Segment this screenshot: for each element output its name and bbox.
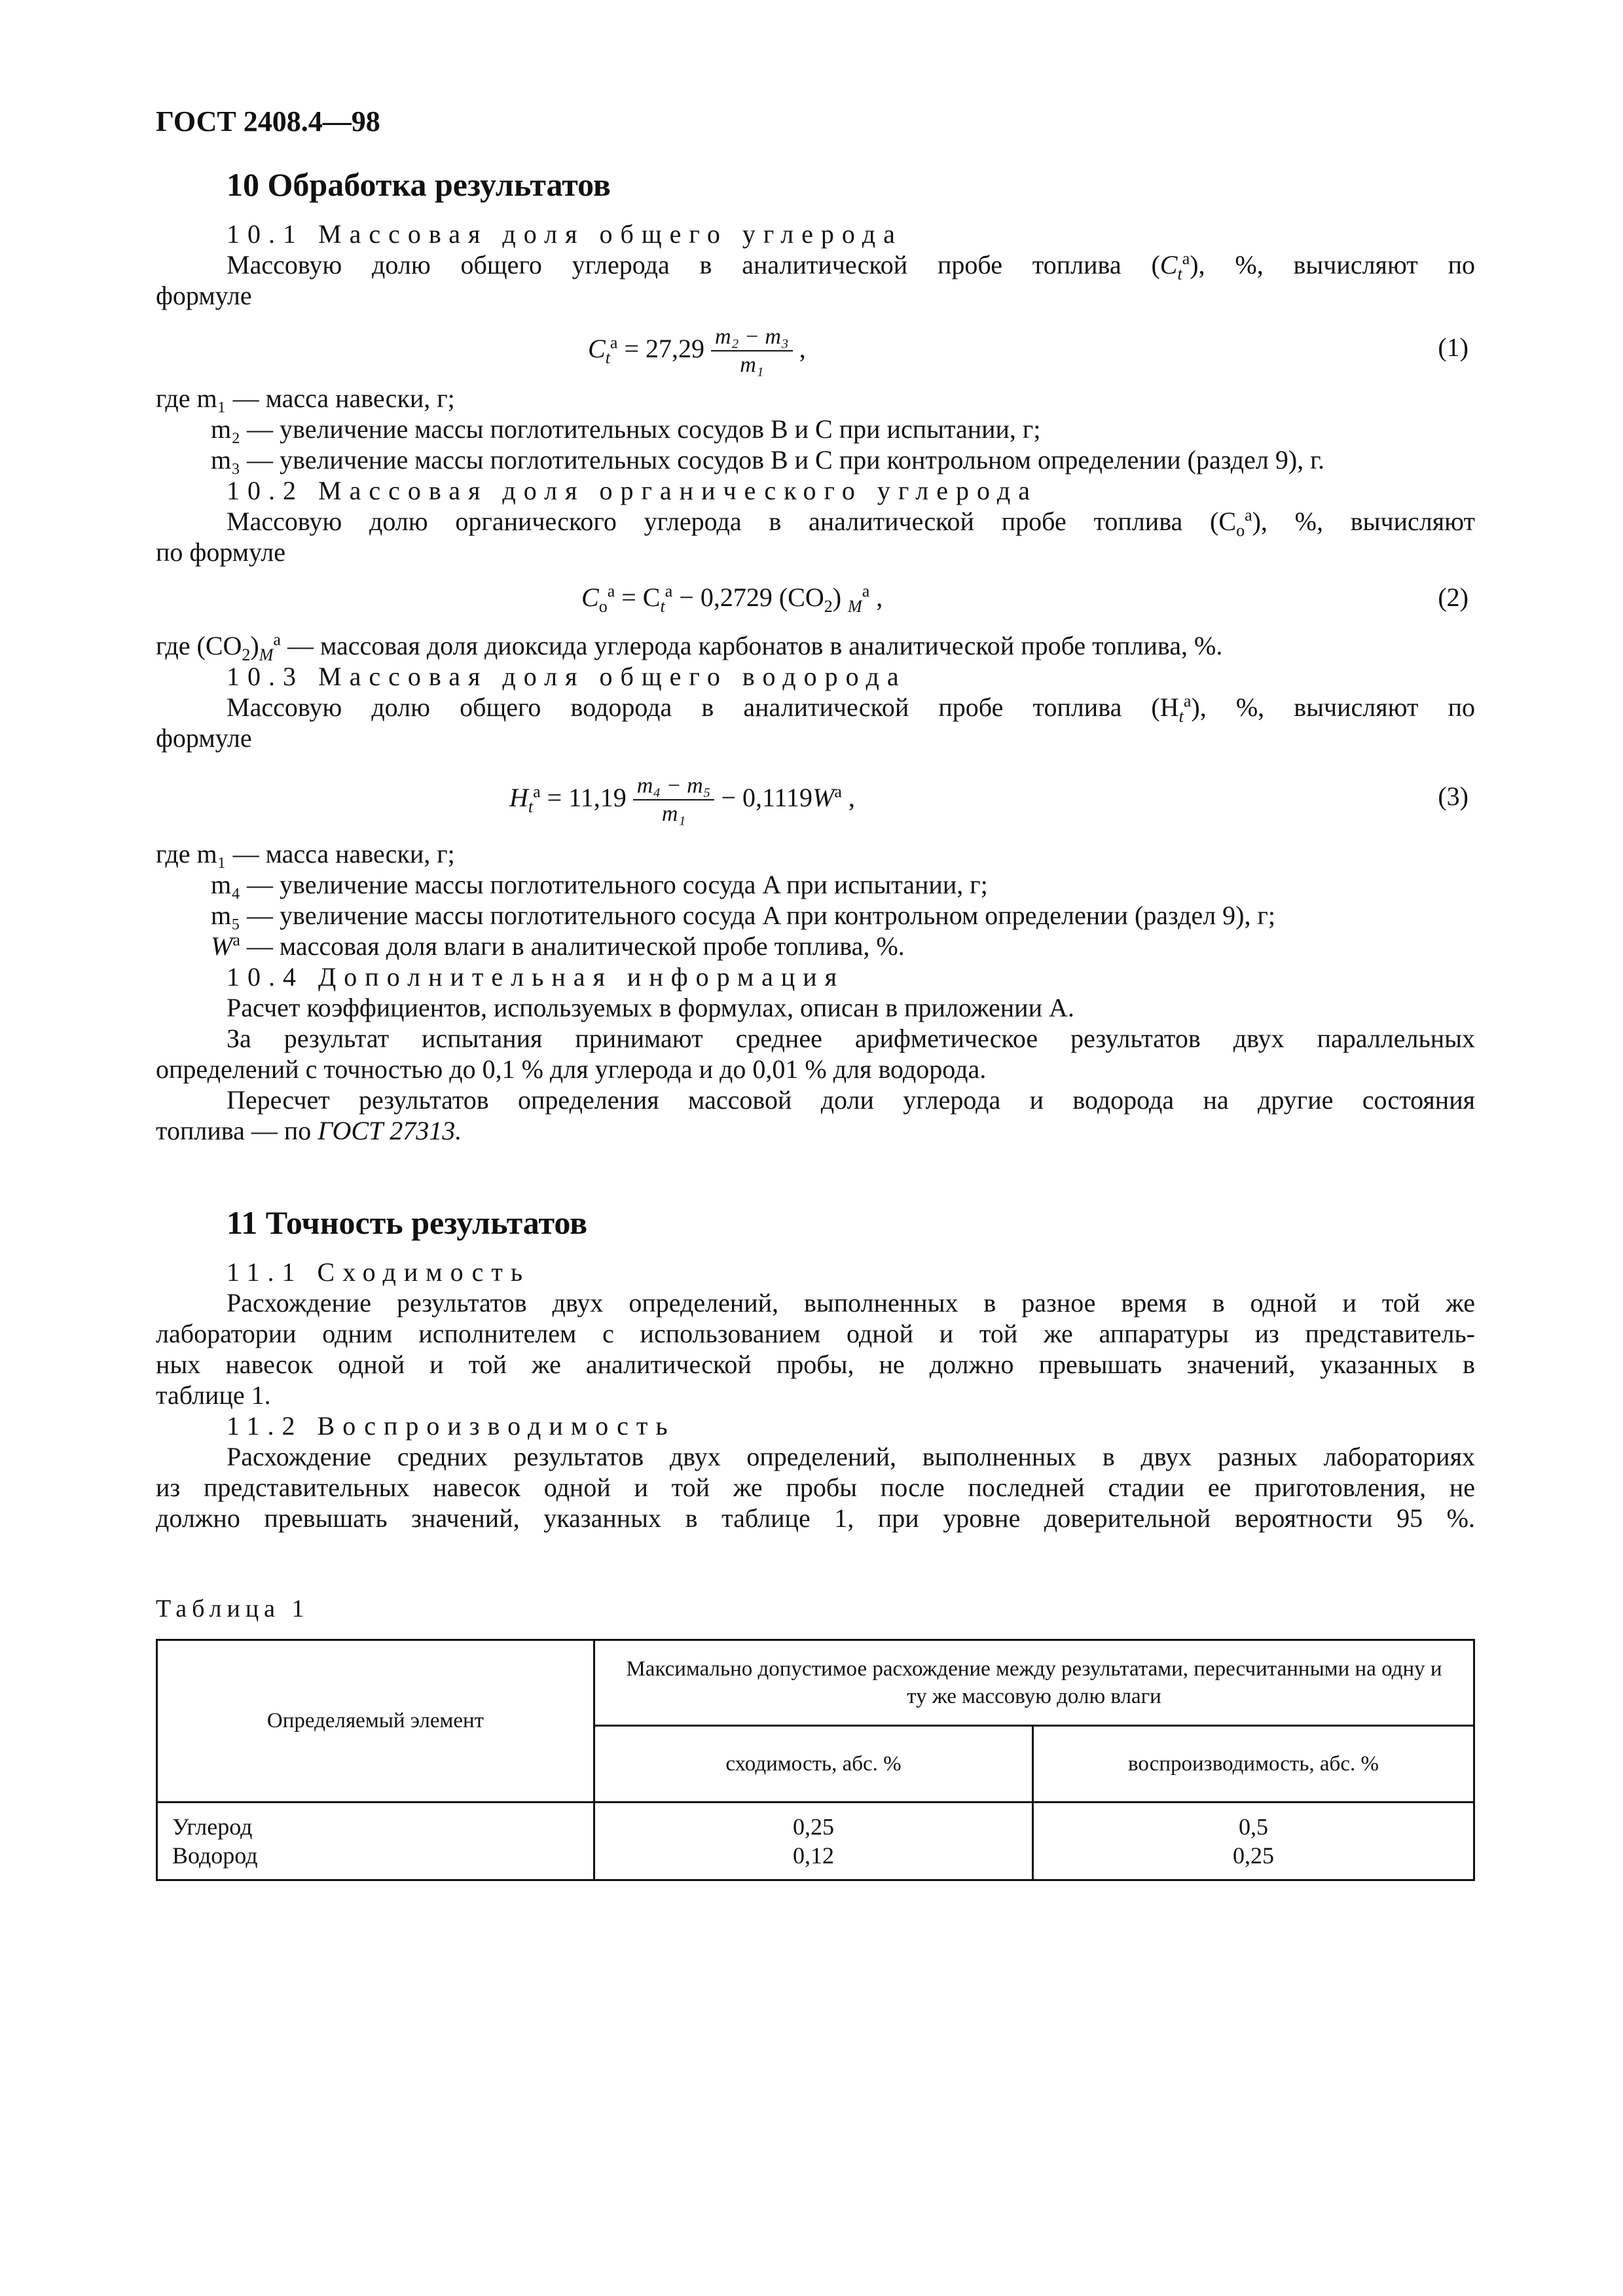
where-10-1-line3: m₃ — увеличение массы поглотительных сосудов B и C при контрольном определении (раздел 9), г. (211, 445, 1325, 475)
header-element: Определяемый элемент (157, 1640, 594, 1803)
where-10-3-line3: m₅ — увеличение массы поглотительного сосуда A при контрольном определении (раздел 9), г; (211, 901, 1275, 930)
subsection-10-2-title: 10.2 Массовая доля органического углерода (227, 476, 1038, 505)
paragraph-10-2: Массовую долю органического углерода в аналитической пробе топлива $(C_o^a)$, %, вычисляют (227, 505, 1475, 540)
paragraph-10-4-2b: определений с точностью до 0,1 % для углерода и до 0,01 % для водорода. (156, 1054, 987, 1084)
formula-1-number: (1) (1438, 332, 1468, 362)
formula-1: $C_t^a = 27,29$ $\frac{\text{m₂ − m₃}}{\text{m₁}}$ , (1) (588, 325, 1468, 377)
paragraph-10-4-1: Расчет коэффициентов, используемых в формулах, описан в приложении А. (227, 993, 1074, 1022)
paragraph-10-1: Массовую долю общего углерода в аналитической пробе топлива $(C_t^a)$, %, вычисляют по (227, 249, 1476, 283)
paragraph-10-4-3a: Пересчет результатов определения массовой доли углерода и водорода на другие состояния (227, 1085, 1475, 1115)
precision-table (156, 1639, 1475, 1881)
where-10-1-line1: где m₁ — масса навески, г; (156, 384, 455, 413)
document-header: ГОСТ 2408.4—98 (156, 105, 380, 137)
subsection-10-3-title: 10.3 Массовая доля общего водорода (227, 662, 907, 691)
page-content (156, 164, 1475, 1881)
section-11-title: 11 Точность результатов (227, 1204, 588, 1241)
table-row-carbon-element: Углерод (172, 1814, 253, 1840)
subsection-10-4-title: 10.4 Дополнительная информация (227, 962, 845, 992)
paragraph-10-4-2a: За результат испытания принимают среднее арифметическое результатов двух параллельных (227, 1024, 1475, 1053)
header-group: Максимально допустимое расхождение между результатами, пересчитанными на одну и ту же массовую долю влаги (594, 1640, 1474, 1726)
subsection-11-1-title: 11.1 Сходимость (227, 1257, 531, 1287)
cell-elements (157, 1803, 594, 1880)
formula-2-number: (2) (1438, 583, 1468, 612)
carbon-reproducibility: 0,5 (1239, 1814, 1268, 1840)
cell-reproducibility (1033, 1803, 1474, 1880)
hydrogen-reproducibility: 0,25 (1233, 1842, 1274, 1869)
subsection-10-1-title: 10.1 Массовая доля общего углерода (227, 219, 903, 249)
where-10-3-line1: где m₁ — масса навески, г; (156, 839, 455, 869)
paragraph-11-1-line2: лаборатории одним исполнителем с использованием одной и той же аппаратуры из представитель- (156, 1319, 1475, 1348)
paragraph-10-2-end: по формуле (156, 537, 285, 567)
header-repeatability: сходимость, абс. % (594, 1726, 1033, 1803)
cell-repeatability (594, 1803, 1033, 1880)
where-10-2: где $(CO_2)_M^a$ — массовая доля диоксида углерода карбонатов в аналитической пробе топлива, %. (156, 630, 1223, 664)
hydrogen-repeatability: 0,12 (793, 1842, 834, 1869)
table-row-hydrogen-element: Водород (172, 1842, 258, 1869)
paragraph-11-2-line3: должно превышать значений, указанных в таблице 1, при уровне доверительной вероятности 95 %. (156, 1503, 1475, 1533)
formula-3-number: (3) (1438, 781, 1468, 811)
paragraph-10-1-end: формуле (156, 281, 252, 310)
header-reproducibility: воспроизводимость, абс. % (1033, 1726, 1474, 1803)
standard-reference: ГОСТ 27313. (318, 1116, 462, 1145)
where-10-3-line2: m₄ — увеличение массы поглотительного сосуда A при испытании, г; (211, 870, 988, 899)
paragraph-11-2-line2: из представительных навесок одной и той же пробы после последней стадии ее приготовления, не (156, 1473, 1475, 1502)
paragraph-10-3-end: формуле (156, 723, 252, 753)
paragraph-10-4-3b: топлива — по ГОСТ 27313. (156, 1116, 462, 1145)
formula-3: $H_t^a = 11,19$ $\frac{\text{m₄ − m₅}}{\text{m₁}}$ − $0,1119W^a$ , (3) (509, 774, 1468, 826)
table-caption: Таблица 1 (156, 1595, 310, 1623)
paragraph-11-1-line1: Расхождение результатов двух определений, выполненных в разное время в одной и той же (227, 1288, 1475, 1318)
formula-2: $C_o^a = C_t^a - 0,2729$ $(CO_2)$ $_M^a$ , (2) (581, 581, 1468, 616)
paragraph-11-1-line4: таблице 1. (156, 1380, 271, 1410)
section-10-title: 10 Обработка результатов (227, 166, 611, 203)
subsection-11-2-title: 11.2 Воспроизводимость (227, 1411, 676, 1441)
paragraph-11-2-line1: Расхождение средних результатов двух определений, выполненных в двух разных лабораториях (227, 1442, 1475, 1471)
where-10-3-line4: $W^a$ — массовая доля влаги в аналитической пробе топлива, %. (211, 930, 905, 961)
carbon-repeatability: 0,25 (793, 1814, 834, 1840)
where-10-1-line2: m₂ — увеличение массы поглотительных сосудов B и C при испытании, г; (211, 414, 1041, 444)
paragraph-11-1-line3: ных навесок одной и той же аналитической пробы, не должно превышать значений, указанных в (156, 1350, 1475, 1379)
paragraph-10-3: Массовую долю общего водорода в аналитической пробе топлива $(H_t^a)$, %, вычисляют по (227, 691, 1475, 726)
